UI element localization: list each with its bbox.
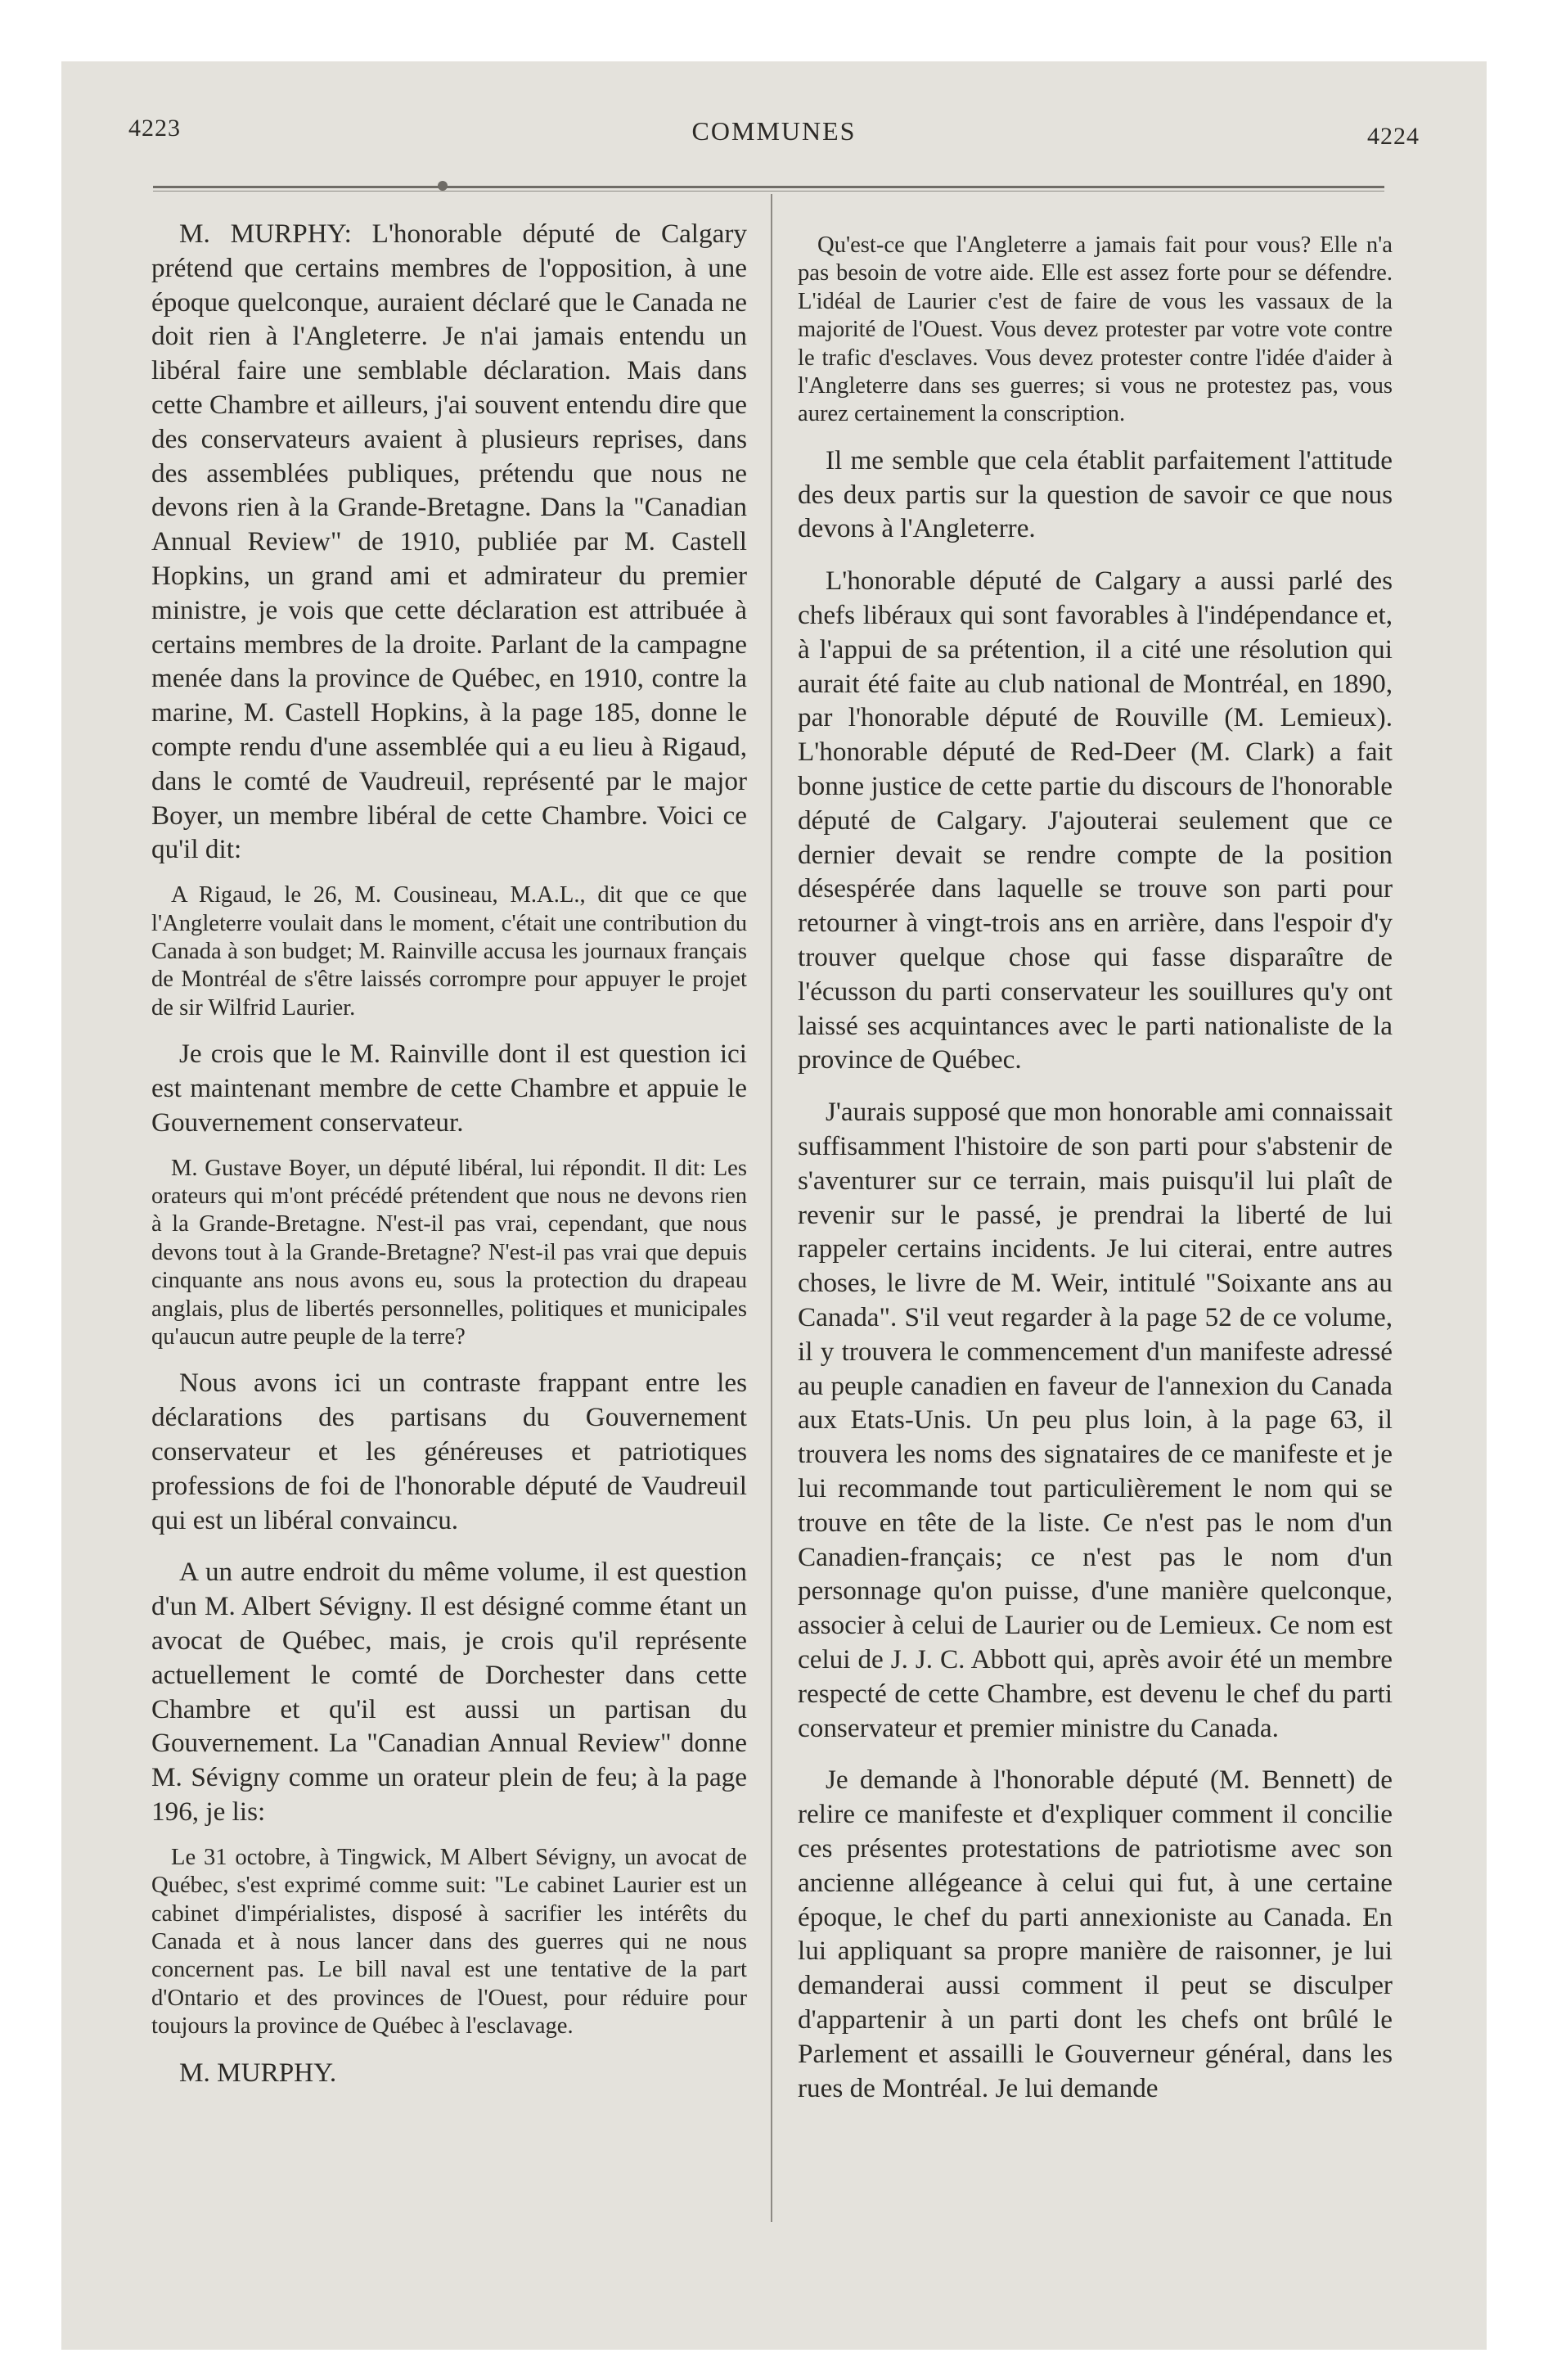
quoted-passage: A Rigaud, le 26, M. Cousineau, M.A.L., dit que ce que l'Angleterre voulait dans le moment, c'était une contribution du Canada à son budget; M. Rainville accusa les journaux français de Montréal de s'être laissés corrompre pour appuyer le projet de sir Wilfrid Laurier. <box>151 882 747 1021</box>
paragraph: Nous avons ici un contraste frappant entre les déclarations des partisans du Gouvernement conservateur et les généreuses et patriotiques professions de foi de l'honorable député de Vaudreuil qui est un libéral convaincu. <box>151 1368 747 1535</box>
column-divider <box>771 194 772 2222</box>
paragraph: Je demande à l'honorable député (M. Bennett) de relire ce manifeste et d'expliquer comment il concilie ces présentes protestations de patriotisme avec son ancienne allégeance à celui qui fut, à une certaine époque, le chef du parti annexioniste au Canada. En lui appliquant sa propre manière de raisonner, je lui demanderai aussi comment il peut se disculper d'appartenir à un parti dont les chefs ont brûlé le Parlement et assailli le Gouverneur général, dans les rues de Montréal. Je lui demande <box>798 1765 1393 2103</box>
paragraph: A un autre endroit du même volume, il est question d'un M. Albert Sévigny. Il est désigné comme étant un avocat de Québec, mais, je crois qu'il représente actuellement le comté de Dorchester dans cette Chambre et qu'il est aussi un partisan du Gouvernement. La "Canadian Annual Review" donne M. Sévigny comme un orateur plein de feu; à la page 196, je lis: <box>151 1557 747 1827</box>
quoted-passage: Le 31 octobre, à Tingwick, M Albert Sévigny, un avocat de Québec, s'est exprimé comme suit: "Le cabinet Laurier est un cabinet d'impérialistes, disposé à sacrifier les intérêts du Canada et à nous lancer dans des guerres qui ne nous concernent pas. Le bill naval est une tentative de la part d'Ontario et des provinces de l'Ouest, pour réduire pour toujours la province de Québec à l'esclavage. <box>151 1844 747 2040</box>
paragraph: Je crois que le M. Rainville dont il est question ici est maintenant membre de cette Chambre et appuie le Gouvernement conservateur. <box>151 1039 747 1138</box>
paragraph: Il me semble que cela établit parfaitement l'attitude des deux partis sur la question de savoir ce que nous devons à l'Angleterre. <box>798 444 1393 544</box>
rule-ornament <box>438 181 448 191</box>
header-rule <box>153 186 1384 188</box>
paragraph: L'honorable député de Calgary a aussi parlé des chefs libéraux qui sont favorables à l'indépendance et, à l'appui de sa prétention, il a cité une résolution qui aurait été faite au club national de Montréal, en 1890, par l'honorable député de Rouville (M. Lemieux). L'honorable député de Red-Deer (M. Clark) a fait bonne justice de cette partie du discours de l'honorable député de Calgary. J'ajouterai seulement que ce dernier devait se rendre compte de la position désespérée dans laquelle se trouve son parti pour retourner à vingt-trois ans en arrière, dans l'espoir d'y trouver quelque chose qui fasse disparaître de l'écusson du parti conservateur les souillures qu'y ont laissé ses acquintances avec le parti nationaliste de la province de Québec. <box>798 566 1393 1075</box>
page-header <box>61 115 1487 164</box>
right-column <box>798 217 1393 2105</box>
running-title: COMMUNES <box>691 116 857 146</box>
page-number-right: 4224 <box>1367 123 1420 150</box>
header-rule-thin <box>153 191 1384 192</box>
scanned-page <box>61 61 1487 2350</box>
left-column <box>151 217 747 2089</box>
quoted-passage: Qu'est-ce que l'Angleterre a jamais fait pour vous? Elle n'a pas besoin de votre aide. Elle est assez forte pour se défendre. L'idéal de Laurier c'est de faire de vous les vassaux de la majorité de l'Ouest. Vous devez protester par votre vote contre le trafic d'esclaves. Vous devez protester contre l'idée d'aider à l'Angleterre dans ses guerres; si vous ne protestez pas, vous aurez certainement la conscription. <box>798 232 1393 427</box>
speaker-signature: M. MURPHY. <box>179 2057 337 2088</box>
quoted-passage: M. Gustave Boyer, un député libéral, lui répondit. Il dit: Les orateurs qui m'ont précédé prétendent que nous ne devons rien à la Grande-Bretagne. N'est-il pas vrai, cependant, que nous devons tout à la Grande-Bretagne? N'est-il pas vrai que depuis cinquante ans nous avons eu, sous la protection du drapeau anglais, plus de libertés personnelles, politiques et municipales qu'aucun autre peuple de la terre? <box>151 1155 747 1350</box>
paragraph: J'aurais supposé que mon honorable ami connaissait suffisamment l'histoire de son parti pour s'abstenir de s'aventurer sur ce terrain, mais puisqu'il lui plaît de revenir sur le passé, je prendrai la liberté de lui rappeler certains incidents. Je lui citerai, entre autres choses, le livre de M. Weir, intitulé "Soixante ans au Canada". S'il veut regarder à la page 52 de ce volume, il y trouvera le commencement d'un manifeste adressé au peuple canadien en faveur de l'annexion du Canada aux Etats-Unis. Un peu plus loin, à la page 63, il trouvera les noms des signataires de ce manifeste et je lui recommande tout particulièrement le nom qui se trouve en tête de la liste. Ce n'est pas le nom d'un Canadien-français; ce n'est pas le nom d'un personnage qu'on puisse, d'une manière quelconque, associer à celui de Laurier ou de Lemieux. Ce nom est celui de J. J. C. Abbott qui, après avoir été un membre respecté de cette Chambre, est devenu le chef du parti conservateur et premier ministre du Canada. <box>798 1097 1393 1743</box>
paragraph: M. MURPHY: L'honorable député de Calgary prétend que certains membres de l'opposition, à une époque quelconque, auraient déclaré que le Canada ne doit rien à l'Angleterre. Je n'ai jamais entendu un libéral faire une semblable déclaration. Mais dans cette Chambre et ailleurs, j'ai souvent entendu dire que des conservateurs avaient à plusieurs reprises, dans des assemblées publiques, prétendu que nous ne devons rien à la Grande-Bretagne. Dans la "Canadian Annual Review" de 1910, publiée par M. Castell Hopkins, un grand ami et admirateur du premier ministre, je vois que cette déclaration est attribuée à certains membres de la droite. Parlant de la campagne menée dans la province de Québec, en 1910, contre la marine, M. Castell Hopkins, à la page 185, donne le compte rendu d'une assemblée qui a eu lieu à Rigaud, dans le comté de Vaudreuil, représenté par le major Boyer, un membre libéral de cette Chambre. Voici ce qu'il dit: <box>151 219 747 865</box>
page-number-left: 4223 <box>128 115 181 142</box>
